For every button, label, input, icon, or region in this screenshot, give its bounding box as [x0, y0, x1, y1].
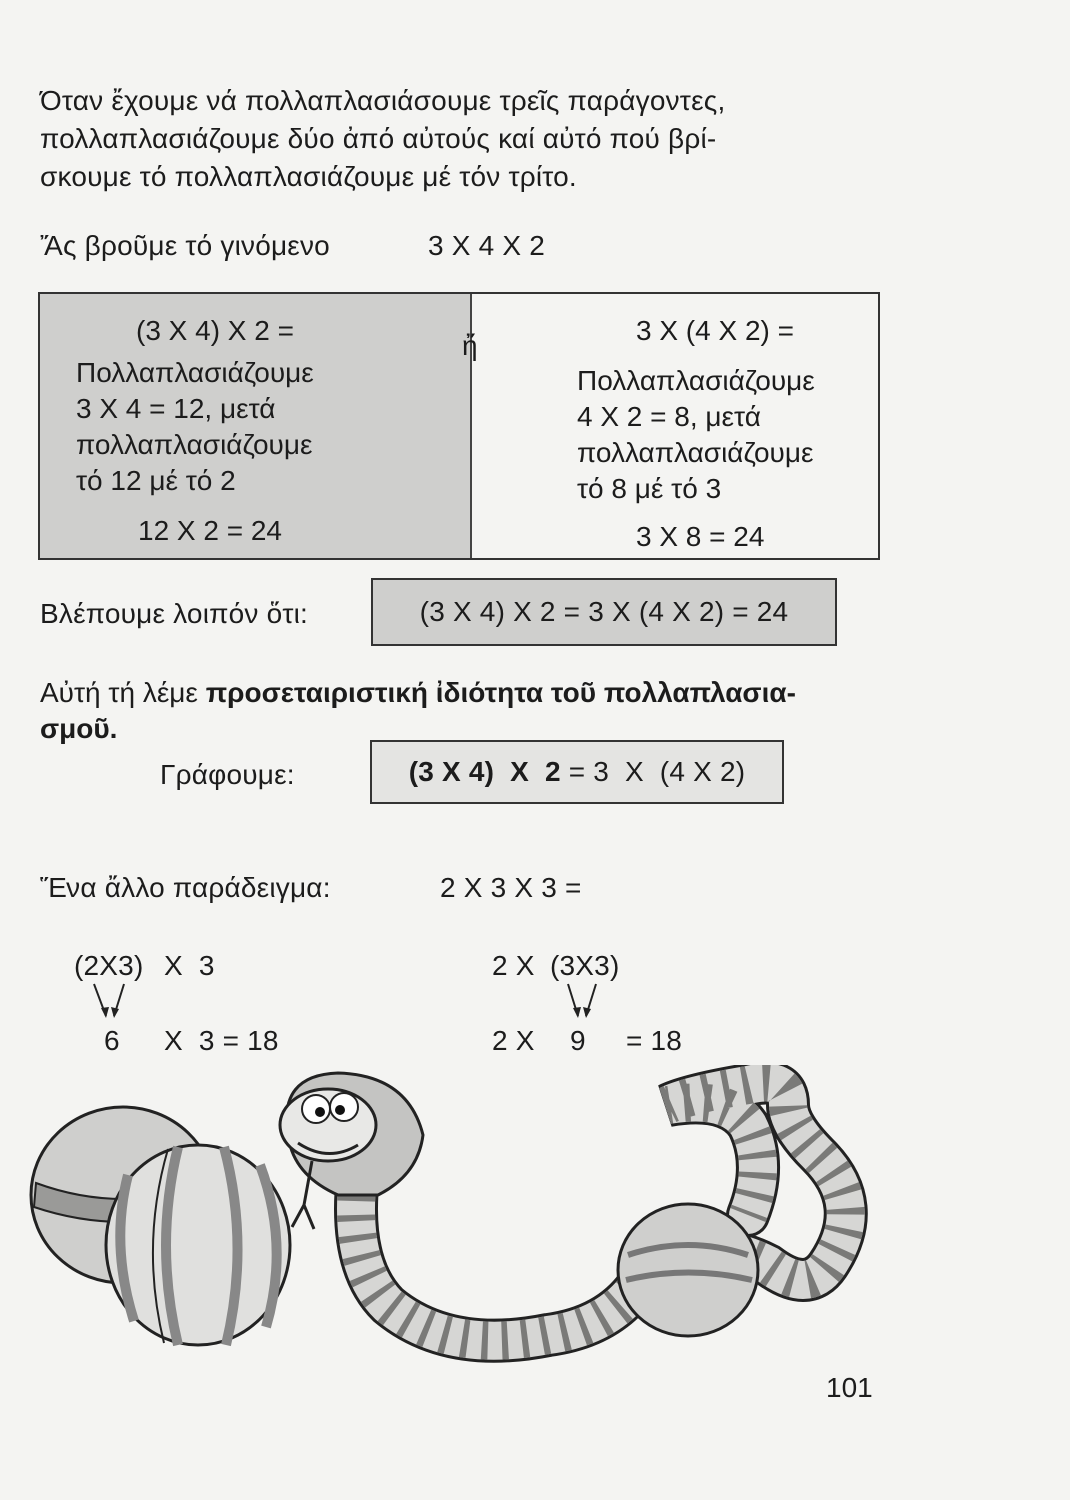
intro-paragraph: [40, 83, 900, 197]
left-line: πολλαπλασιάζουμε: [76, 429, 313, 460]
right-result: 3 X 8 = 24: [636, 521, 765, 552]
left-line: Πολλαπλασιάζουμε: [76, 357, 314, 388]
write-label: Γράφουμε:: [160, 759, 295, 790]
rule-box: [370, 740, 784, 804]
property-name: προσεταιριστική ἰδιότητα τοῦ πολλαπλασια-: [205, 677, 796, 708]
example-left-grouped: (2X3): [74, 950, 144, 981]
find-product-label: Ἄς βροῦμε τό γινόμενο: [40, 230, 330, 261]
rule-left-side: (3 X 4) X 2: [408, 756, 561, 787]
page-number: 101: [826, 1372, 873, 1403]
right-line: τό 8 μέ τό 3: [577, 473, 722, 504]
example-left-times3: X 3: [164, 950, 215, 981]
intro-line: πολλαπλασιάζουμε δύο ἀπό αὐτούς καί αὐτό πού βρί-: [40, 123, 717, 154]
right-method-column: [472, 294, 878, 558]
or-word: ἤ: [462, 330, 478, 361]
example-right-two-times-2: 2 X: [492, 1025, 535, 1056]
rule-right-side: = 3 X (4 X 2): [560, 756, 746, 787]
example-right-two-times: 2 X: [492, 950, 535, 981]
property-statement: [40, 675, 920, 747]
striped-ball-icon: [106, 1145, 290, 1345]
example-right-result: = 18: [626, 1025, 683, 1056]
equality-formula: (3 X 4) X 2 = 3 X (4 X 2) = 24: [419, 596, 789, 627]
example-left-result: X 3 = 18: [164, 1025, 279, 1056]
example-label: Ἕνα ἄλλο παράδειγμα:: [40, 872, 331, 903]
equality-box: [371, 578, 837, 646]
arrows-icon: [560, 982, 610, 1024]
arrows-icon: [88, 982, 138, 1024]
example-expression: 2 X 3 X 3 =: [440, 872, 582, 903]
see-label: Βλέπουμε λοιπόν ὅτι:: [40, 598, 309, 629]
right-line: Πολλαπλασιάζουμε: [577, 365, 815, 396]
intro-line: σκουμε τό πολλαπλασιάζουμε μέ τόν τρίτο.: [40, 161, 577, 192]
intro-line: Όταν ἔχουμε νά πολλαπλασιάσουμε τρεῖς παράγοντες,: [40, 85, 726, 116]
example-right-grouped: (3X3): [550, 950, 620, 981]
snake-icon: [280, 1073, 846, 1341]
left-line: 3 X 4 = 12, μετά: [76, 393, 276, 424]
snake-and-balls-illustration: [28, 1065, 888, 1365]
left-method-column: [40, 294, 472, 558]
example-left-six: 6: [104, 1025, 120, 1056]
left-expression: (3 X 4) X 2 =: [136, 315, 294, 346]
right-expression: 3 X (4 X 2) =: [636, 315, 794, 346]
left-result: 12 X 2 = 24: [138, 515, 283, 546]
example-right-nine: 9: [570, 1025, 586, 1056]
right-line: πολλαπλασιάζουμε: [577, 437, 814, 468]
left-line: τό 12 μέ τό 2: [76, 465, 236, 496]
right-line: 4 X 2 = 8, μετά: [577, 401, 761, 432]
comparison-box: [38, 292, 880, 560]
property-name-end: σμοῦ.: [40, 713, 118, 744]
property-prefix: Αὐτή τή λέμε: [40, 677, 206, 708]
find-product-expression: 3 X 4 X 2: [428, 230, 545, 261]
